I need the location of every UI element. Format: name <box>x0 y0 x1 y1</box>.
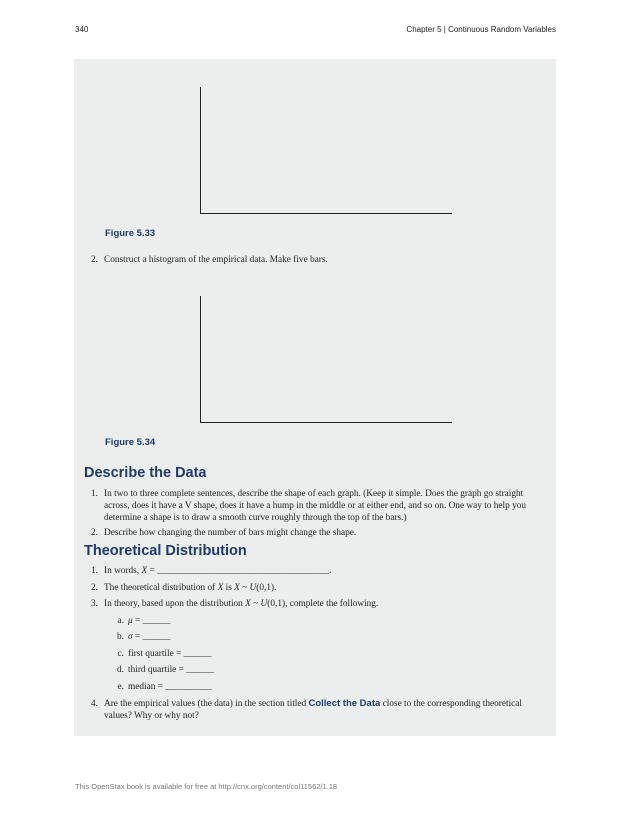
theoretical-item-3 <box>86 598 550 610</box>
blank-graph-axes-1 <box>200 87 452 214</box>
sub-item-mean: a. μ = ______ <box>117 616 171 626</box>
item-text: In two to three complete sentences, describe the shape of each graph. (Keep it simple. Does the graph go straight across, does it have a V shape, does it have a hump in the middle or at either end, and so on. One way to help you determine a shape is to draw a smooth curve roughly through the top of the bars.) <box>104 489 527 524</box>
theoretical-item-2 <box>86 582 550 594</box>
item-text: Are the empirical values (the data) in the section titled Collect the Data close to the corresponding theoretical values? Why or why not? <box>104 698 522 722</box>
exercise-panel <box>74 59 556 736</box>
page-number: 340 <box>75 25 89 34</box>
theoretical-item-1 <box>86 565 550 577</box>
sub-item-first-quartile: c. first quartile = ______ <box>117 649 212 659</box>
figure-caption-5-33: Figure 5.33 <box>105 228 156 239</box>
footer-note: This OpenStax book is available for free at http://cnx.org/content/col11562/1.18 <box>75 782 338 791</box>
sub-item-third-quartile: d. third quartile = ______ <box>117 665 215 675</box>
sub-item-median: e. median = __________ <box>117 682 212 692</box>
blank-graph-axes-2 <box>200 296 452 423</box>
item-number: 3. <box>91 599 98 609</box>
item-number: 4. <box>91 699 98 709</box>
collect-item-2 <box>86 254 550 266</box>
item-number: 1. <box>91 489 98 499</box>
item-number: 2. <box>91 528 98 538</box>
item-text: Construct a histogram of the empirical data. Make five bars. <box>104 255 328 265</box>
item-number: 1. <box>91 566 98 576</box>
section-heading-theoretical: Theoretical Distribution <box>84 543 247 559</box>
item-text: The theoretical distribution of X is X ~ U(0,1). <box>104 583 277 593</box>
section-link-collect-the-data[interactable]: Collect the Data <box>308 698 381 709</box>
describe-item-1 <box>86 488 550 525</box>
figure-caption-5-34: Figure 5.34 <box>105 437 156 448</box>
item-number: 2. <box>91 583 98 593</box>
sub-item-std-dev: b. σ = ______ <box>117 632 171 642</box>
section-heading-describe: Describe the Data <box>84 465 207 481</box>
theoretical-item-4 <box>86 698 550 722</box>
item-text: In words, X = _____________________________________. <box>104 566 332 576</box>
item-number: 2. <box>91 255 98 265</box>
item-text: In theory, based upon the distribution X ~ U(0,1), complete the following. <box>104 599 379 609</box>
item-text: Describe how changing the number of bars might change the shape. <box>104 528 357 538</box>
describe-item-2 <box>86 527 550 539</box>
chapter-title: Chapter 5 | Continuous Random Variables <box>406 25 556 34</box>
